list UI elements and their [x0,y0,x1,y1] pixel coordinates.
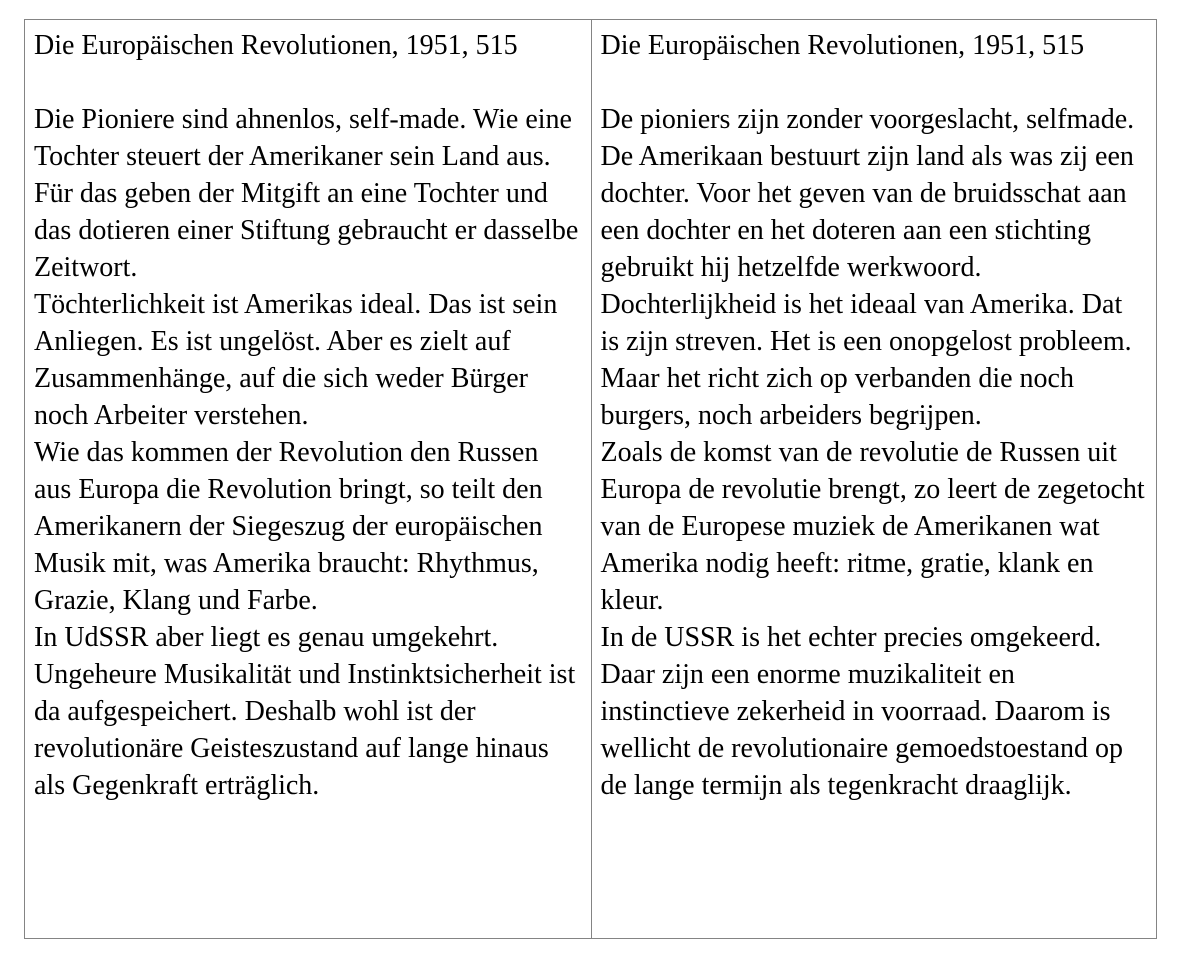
paragraph: Zoals de komst van de revolutie de Russen uit Europa de revolutie brengt, zo leert de zegetocht van de Europese muziek de Amerikanen wat Amerika nodig heeft: ritme, gratie, klank en kleur. [600,437,1145,616]
paragraph: De pioniers zijn zonder voorgeslacht, selfmade. De Amerikaan bestuurt zijn land als was zij een dochter. Voor het geven van de bruidsschat aan een dochter en het doteren aan een stichting gebruikt hij hetzelfde werkwoord. Dochterlijkheid is het ideaal van Amerika. Dat is zijn streven. Het is een onopgelost probleem. Maar het richt zich op verbanden die noch burgers, noch arbeiders begrijpen. [600,104,1135,431]
column-body-dutch [601,101,1147,804]
column-title-german: Die Europäischen Revolutionen, 1951, 515 [34,30,518,61]
table-cell-dutch [591,20,1157,938]
two-column-table [24,19,1157,939]
paragraph: In de USSR is het echter precies omgekeerd. Daar zijn een enorme muzikaliteit en instinctieve zekerheid in voorraad. Daarom is wellicht de revolutionaire gemoedstoestand op de lange termijn als tegenkracht draaglijk. [600,622,1124,801]
paragraph: Die Pioniere sind ahnenlos, self-made. Wie eine Tochter steuert der Amerikaner sein Land aus. Für das geben der Mitgift an eine Tochter und das dotieren einer Stiftung gebraucht er dasselbe Zeitwort. [34,104,579,283]
table-cell-german [25,20,591,938]
paragraph: Wie das kommen der Revolution den Russen aus Europa die Revolution bringt, so teilt den Amerikanern der Siegeszug der europäischen Musik mit, was Amerika braucht: Rhythmus, Grazie, Klang und Farbe. [34,437,543,616]
column-title-dutch: Die Europäischen Revolutionen, 1951, 515 [600,30,1085,61]
paragraph: Töchterlichkeit ist Amerikas ideal. Das ist sein Anliegen. Es ist ungelöst. Aber es zielt auf Zusammenhänge, auf die sich weder Bürger noch Arbeiter verstehen. [34,289,558,431]
paragraph: In UdSSR aber liegt es genau umgekehrt. Ungeheure Musikalität und Instinktsicherheit ist da aufgespeichert. Deshalb wohl ist der revolutionäre Geisteszustand auf lange hinaus als Gegenkraft erträglich. [34,622,576,801]
column-body-german [34,101,581,804]
